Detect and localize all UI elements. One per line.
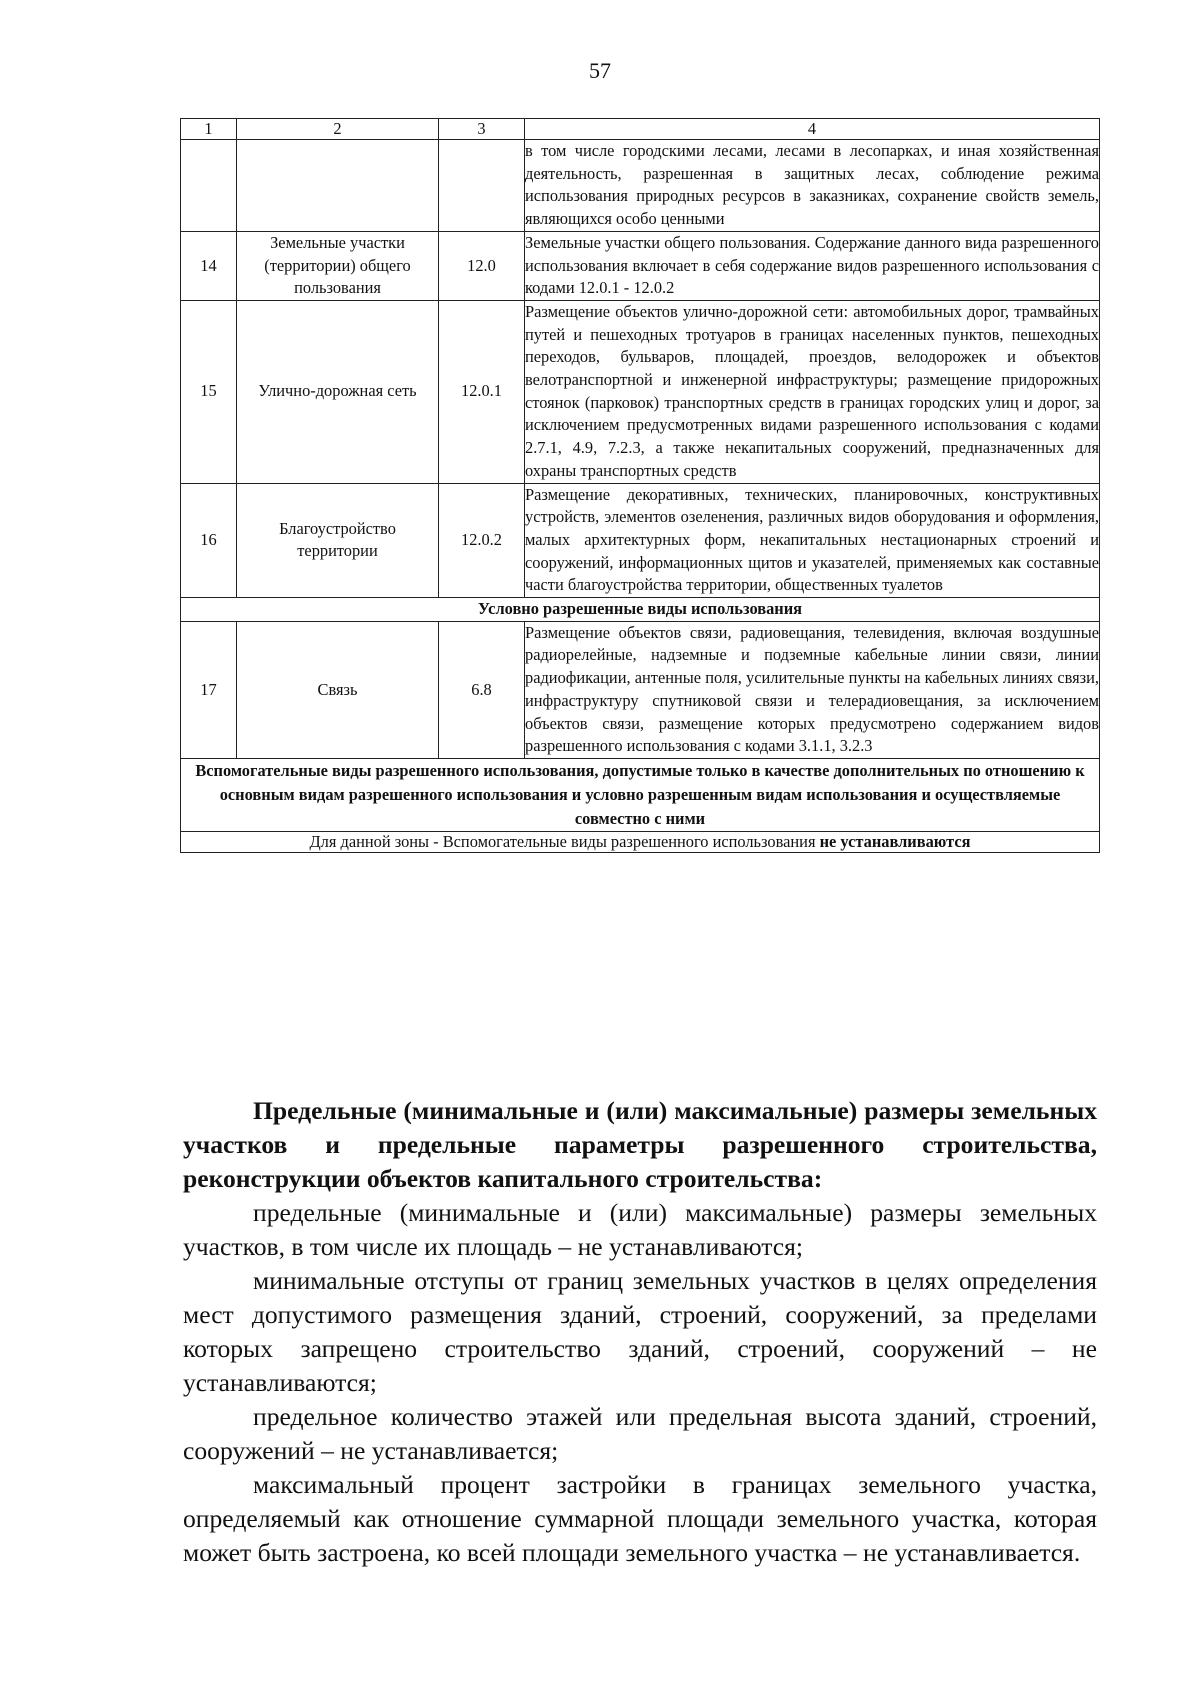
row-number — [181, 140, 237, 232]
paragraph: предельное количество этажей или предельная высота зданий, строений, сооружений – не устанавливается; — [183, 1402, 1097, 1465]
zone-note-prefix: Для данной зоны - Вспомогательные виды разрешенного использования — [309, 831, 816, 851]
section-title: Предельные (минимальные и (или) максимальные) размеры земельных участков и предельные параметры разрешенного строительства, реконструкции объектов капитального строительства: — [183, 1096, 1097, 1193]
use-name: Связь — [237, 621, 439, 758]
paragraph: минимальные отступы от границ земельных участков в целях определения мест допустимого размещения зданий, строений, сооружений, за пределами которых запрещено строительство зданий, строений, сооружений – не устанавливаются; — [183, 1266, 1097, 1397]
zone-note — [181, 831, 1100, 852]
column-header: 2 — [237, 119, 439, 140]
paragraph: максимальный процент застройки в границах земельного участка, определяемый как отношение суммарной площади земельного участка, которая может быть застроена, ко всей площади земельного участка – не устанавливается. — [183, 1470, 1097, 1567]
use-name — [237, 140, 439, 232]
use-description: Размещение декоративных, технических, планировочных, конструктивных устройств, элементов озеленения, различных видов оборудования и оформления, малых архитектурных форм, некапитальных нестационарных строений и сооружений, информационных щитов и указателей, применяемых как составные части благоустройства территории, общественных туалетов — [525, 483, 1100, 598]
table-row — [181, 231, 1100, 300]
column-header: 1 — [181, 119, 237, 140]
section-title-row — [181, 758, 1100, 831]
row-number: 14 — [181, 231, 237, 300]
table-row — [181, 483, 1100, 598]
paragraph: предельные (минимальные и (или) максимальные) размеры земельных участков, в том числе их площадь – не устанавливаются; — [183, 1198, 1097, 1261]
column-header: 3 — [439, 119, 525, 140]
conditional-uses-title: Условно разрешенные виды использования — [181, 598, 1100, 622]
zone-note-row — [181, 831, 1100, 852]
use-code — [439, 140, 525, 232]
row-number: 16 — [181, 483, 237, 598]
use-description: в том числе городскими лесами, лесами в лесопарках, и иная хозяйственная деятельность, разрешенная в защитных лесах, соблюдение режима использования природных ресурсов в заказниках, сохранение свойств земель, являющихся особо ценными — [525, 140, 1100, 232]
row-number: 15 — [181, 300, 237, 483]
use-description: Земельные участки общего пользования. Содержание данного вида разрешенного использования включает в себя содержание видов разрешенного использования с кодами 12.0.1 - 12.0.2 — [525, 231, 1100, 300]
table-header-row — [181, 119, 1100, 140]
permitted-use-table — [180, 118, 1100, 853]
use-code: 12.0.1 — [439, 300, 525, 483]
use-description: Размещение объектов улично-дорожной сети: автомобильных дорог, трамвайных путей и пешеходных тротуаров в границах населенных пунктов, пешеходных переходов, бульваров, площадей, проездов, велодорожек и объектов велотранспортной и инженерной инфраструктуры; размещение придорожных стоянок (парковок) транспортных средств в границах городских улиц и дорог, за исключением предусмотренных видами разрешенного использования с кодами 2.7.1, 4.9, 7.2.3, а также некапитальных сооружений, предназначенных для охраны транспортных средств — [525, 300, 1100, 483]
zone-note-bold: не устанавливаются — [819, 831, 971, 851]
use-description: Размещение объектов связи, радиовещания, телевидения, включая воздушные радиорелейные, надземные и подземные кабельные линии связи, линии радиофикации, антенные поля, усилительные пункты на кабельных линиях связи, инфраструктуру спутниковой связи и телерадиовещания, за исключением объектов связи, размещение которых предусмотрено содержанием видов разрешенного использования с кодами 3.1.1, 3.2.3 — [525, 621, 1100, 758]
use-code: 12.0.2 — [439, 483, 525, 598]
table-row — [181, 140, 1100, 232]
use-code: 12.0 — [439, 231, 525, 300]
column-header: 4 — [525, 119, 1100, 140]
parameters-section — [183, 1094, 1097, 1570]
use-name: Улично-дорожная сеть — [237, 300, 439, 483]
auxiliary-uses-title: Вспомогательные виды разрешенного использования, допустимые только в качестве дополнительных по отношению к основным видам разрешенного использования и условно разрешенным видам использования и осуществляемые совместно с ними — [181, 758, 1100, 831]
use-name: Благоустройство территории — [237, 483, 439, 598]
table-row — [181, 300, 1100, 483]
use-code: 6.8 — [439, 621, 525, 758]
section-title-row — [181, 598, 1100, 622]
use-name: Земельные участки (территории) общего пользования — [237, 231, 439, 300]
page-number: 57 — [589, 58, 611, 83]
row-number: 17 — [181, 621, 237, 758]
table-row — [181, 621, 1100, 758]
